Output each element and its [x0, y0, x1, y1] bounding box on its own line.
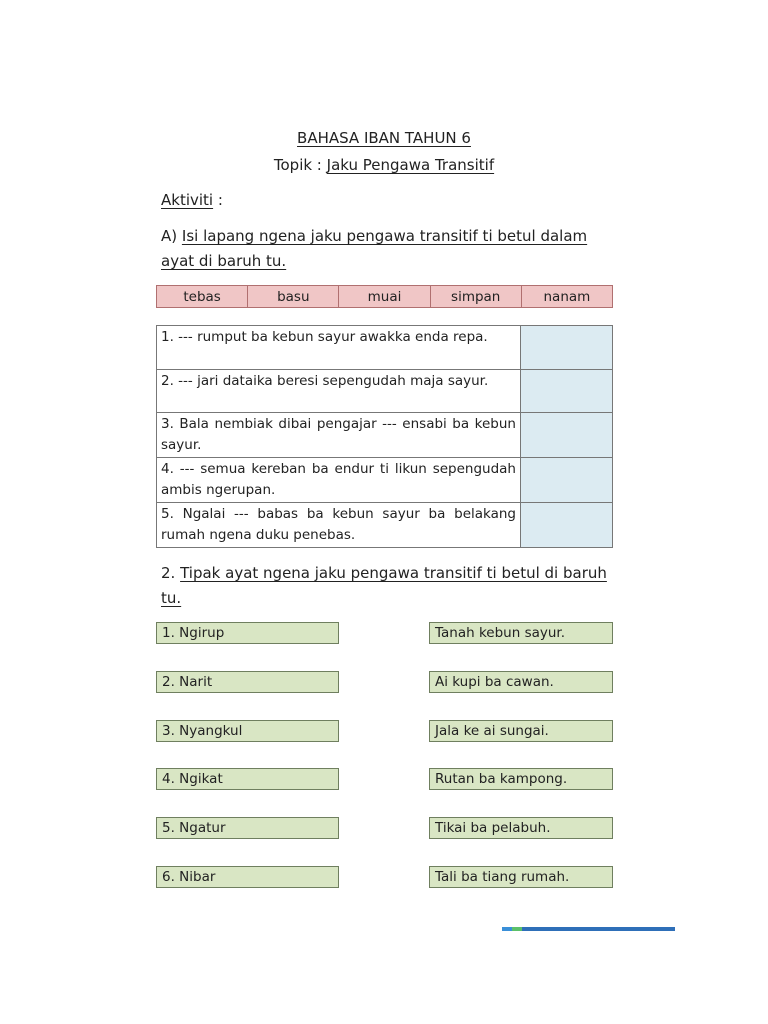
match-left-item[interactable]: 2. Narit — [156, 671, 339, 693]
table-row — [157, 503, 612, 547]
match-right-item[interactable]: Tanah kebun sayur. — [429, 622, 613, 644]
table-row — [157, 458, 612, 503]
worksheet-title — [0, 129, 768, 147]
word-bank-item[interactable]: nanam — [522, 286, 612, 307]
topic-value: Jaku Pengawa Transitif — [326, 156, 495, 174]
question-text: 1. --- rumput ba kebun sayur awakka enda repa. — [157, 326, 521, 369]
topic-label: Topik : — [273, 156, 322, 174]
match-right-item[interactable]: Rutan ba kampong. — [429, 768, 613, 790]
answer-drop-zone[interactable] — [521, 326, 612, 369]
match-right-item[interactable]: Jala ke ai sungai. — [429, 720, 613, 742]
activity-heading — [161, 191, 223, 209]
fill-in-table — [156, 325, 613, 548]
word-bank-item[interactable]: basu — [248, 286, 339, 307]
match-left-item[interactable]: 6. Nibar — [156, 866, 339, 888]
question-text: 5. Ngalai --- babas ba kebun sayur ba belakang rumah ngena duku penebas. — [157, 503, 521, 547]
watermark-logo — [502, 927, 675, 931]
match-right-item[interactable]: Ai kupi ba cawan. — [429, 671, 613, 693]
question-text: 2. --- jari dataika beresi sepengudah maja sayur. — [157, 370, 521, 413]
match-left-item[interactable]: 3. Nyangkul — [156, 720, 339, 742]
question-text: 4. --- semua kereban ba endur ti likun sepengudah ambis ngerupan. — [157, 458, 521, 502]
section-a-instruction — [161, 224, 613, 274]
section-b-text: Tipak ayat ngena jaku pengawa transitif ti betul di baruh tu. — [161, 564, 607, 607]
word-bank-item[interactable]: tebas — [157, 286, 248, 307]
activity-label: Aktiviti — [161, 191, 214, 209]
word-bank — [156, 285, 613, 308]
section-a-text: Isi lapang ngena jaku pengawa transitif ti betul dalam ayat di baruh tu. — [161, 227, 588, 270]
answer-drop-zone[interactable] — [521, 413, 612, 457]
answer-drop-zone[interactable] — [521, 503, 612, 547]
word-bank-item[interactable]: simpan — [431, 286, 522, 307]
match-right-item[interactable]: Tali ba tiang rumah. — [429, 866, 613, 888]
word-bank-item[interactable]: muai — [339, 286, 430, 307]
table-row — [157, 326, 612, 370]
activity-colon: : — [217, 191, 223, 209]
match-right-item[interactable]: Tikai ba pelabuh. — [429, 817, 613, 839]
section-b-prefix: 2. — [161, 564, 176, 582]
table-row — [157, 413, 612, 458]
section-b-instruction — [161, 561, 613, 611]
worksheet-topic — [0, 156, 768, 174]
question-text: 3. Bala nembiak dibai pengajar --- ensabi ba kebun sayur. — [157, 413, 521, 457]
title-text: BAHASA IBAN TAHUN 6 — [297, 129, 471, 147]
match-left-item[interactable]: 5. Ngatur — [156, 817, 339, 839]
match-left-item[interactable]: 1. Ngirup — [156, 622, 339, 644]
table-row — [157, 370, 612, 414]
match-left-item[interactable]: 4. Ngikat — [156, 768, 339, 790]
answer-drop-zone[interactable] — [521, 370, 612, 413]
section-a-prefix: A) — [161, 227, 178, 245]
answer-drop-zone[interactable] — [521, 458, 612, 502]
